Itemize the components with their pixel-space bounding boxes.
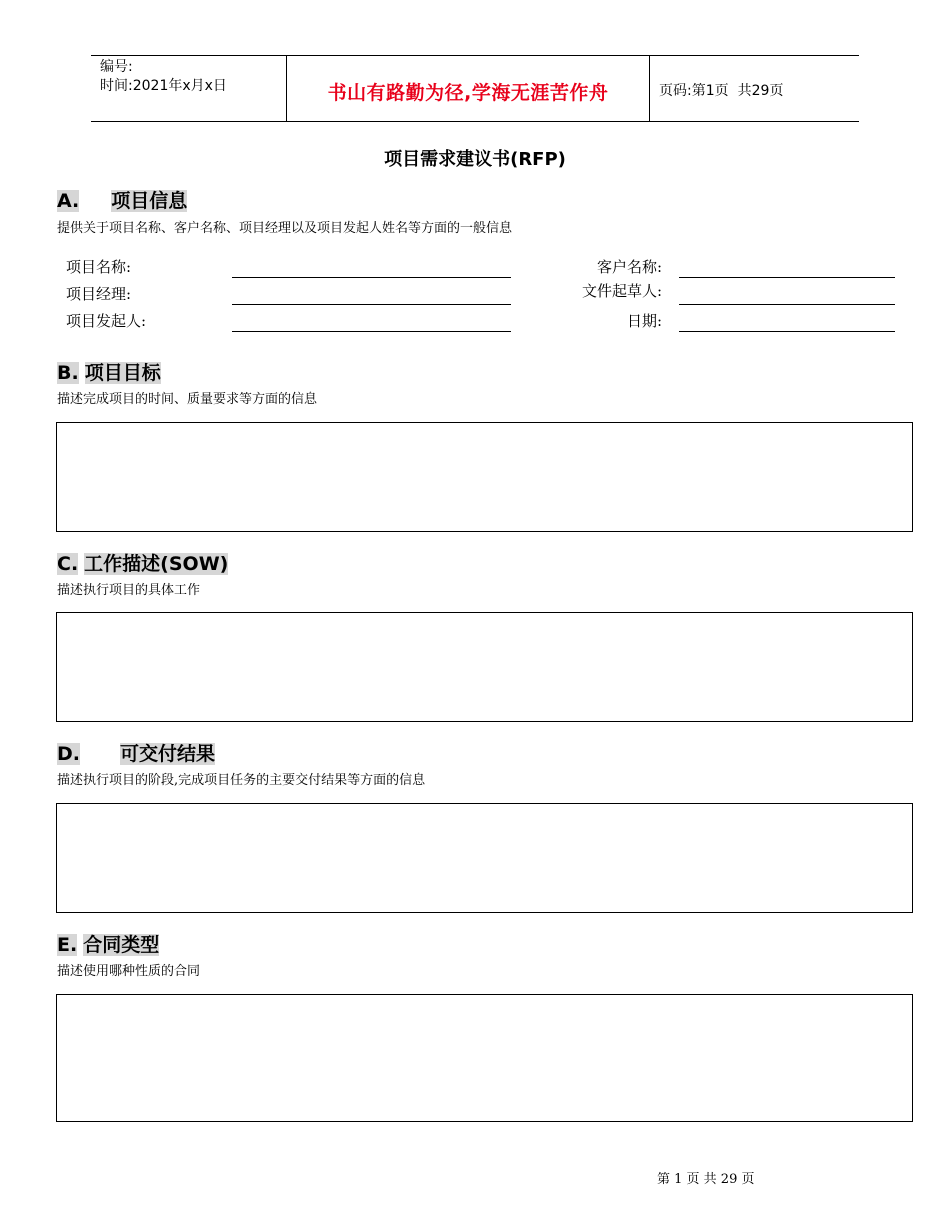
project-sponsor-label: 项目发起人: — [66, 312, 147, 330]
section-a-heading — [57, 189, 187, 213]
header-meta — [100, 58, 227, 96]
section-d-title: 可交付结果 — [120, 743, 216, 765]
section-c-description: 描述执行项目的具体工作 — [57, 583, 201, 598]
document-title: 项目需求建议书(RFP) — [384, 149, 566, 170]
section-a-description: 提供关于项目名称、客户名称、项目经理以及项目发起人姓名等方面的一般信息 — [57, 221, 513, 236]
client-name-field[interactable] — [679, 277, 895, 278]
section-e-title: 合同类型 — [83, 934, 160, 956]
header-divider-right — [649, 56, 650, 121]
section-a-letter: A. — [57, 190, 80, 212]
footer-page-number: 第 1 页 共 29 页 — [657, 1172, 755, 1187]
section-d-heading — [57, 742, 215, 766]
project-name-field[interactable] — [232, 277, 511, 278]
project-manager-label: 项目经理: — [66, 285, 132, 303]
document-drafter-label: 文件起草人: — [581, 282, 662, 300]
client-name-label: 客户名称: — [596, 258, 662, 276]
header-top-rule — [91, 55, 859, 56]
project-sponsor-field[interactable] — [232, 331, 511, 332]
section-b-title: 项目目标 — [84, 362, 161, 384]
section-c-letter: C. — [57, 553, 79, 575]
project-name-label: 项目名称: — [66, 258, 132, 276]
section-e-heading — [57, 933, 159, 957]
section-a-title: 项目信息 — [111, 190, 188, 212]
section-c-title: 工作描述(SOW) — [84, 553, 229, 575]
section-b-textbox[interactable] — [56, 422, 913, 532]
document-number-label: 编号: — [100, 59, 133, 75]
document-time-label: 时间:2021年x月x日 — [100, 78, 227, 94]
header-page-number: 页码:第1页 — [659, 83, 729, 99]
section-b-letter: B. — [57, 362, 79, 384]
date-label: 日期: — [626, 312, 662, 330]
header-bottom-rule — [91, 121, 859, 122]
header-page-total: 共29页 — [737, 83, 784, 99]
section-b-description: 描述完成项目的时间、质量要求等方面的信息 — [57, 392, 318, 407]
section-d-letter: D. — [57, 743, 80, 765]
section-d-textbox[interactable] — [56, 803, 913, 913]
header-motto: 书山有路勤为径,学海无涯苦作舟 — [327, 82, 609, 104]
section-e-textbox[interactable] — [56, 994, 913, 1122]
section-e-letter: E. — [57, 934, 78, 956]
section-b-heading — [57, 361, 161, 385]
header-page-info — [659, 80, 783, 100]
date-field[interactable] — [679, 331, 895, 332]
section-d-description: 描述执行项目的阶段,完成项目任务的主要交付结果等方面的信息 — [57, 773, 426, 788]
section-e-description: 描述使用哪种性质的合同 — [57, 964, 201, 979]
project-manager-field[interactable] — [232, 304, 511, 305]
section-c-textbox[interactable] — [56, 612, 913, 722]
section-c-heading — [57, 552, 228, 576]
document-drafter-field[interactable] — [679, 304, 895, 305]
